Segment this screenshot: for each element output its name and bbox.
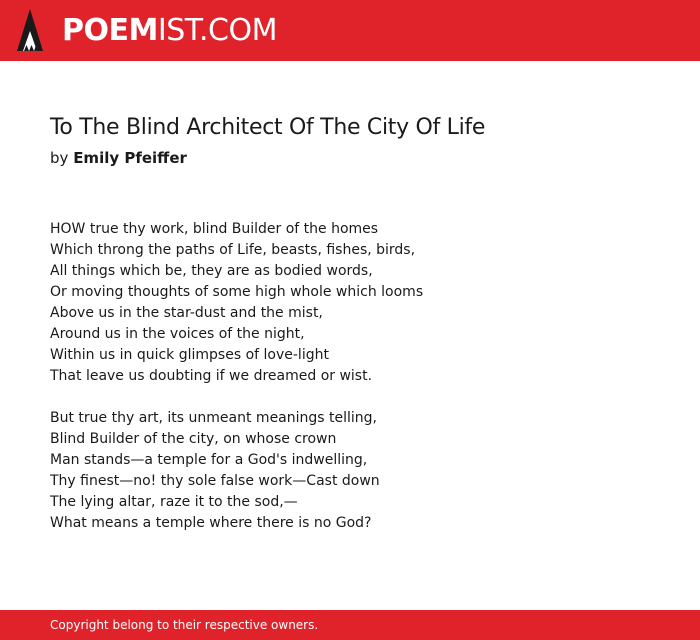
by-label: by (50, 149, 69, 167)
copyright-notice: Copyright belong to their respective owners. (50, 618, 319, 632)
poem-line: But true thy art, its unmeant meanings telling, (50, 410, 378, 426)
poem-line: That leave us doubting if we dreamed or wist. (50, 368, 373, 384)
poem-line: The lying altar, raze it to the sod,— (50, 494, 298, 510)
poem-line: Which throng the paths of Life, beasts, fishes, birds, (50, 242, 416, 258)
poem-line: All things which be, they are as bodied words, (50, 263, 373, 279)
stanza (50, 408, 670, 534)
poem-line: Thy finest—no! thy sole false work—Cast down (50, 473, 380, 489)
brand-bold-text: POEM (62, 13, 158, 48)
poem-line: Blind Builder of the city, on whose crown (50, 431, 337, 447)
site-logo[interactable] (62, 11, 277, 51)
poem-line: Around us in the voices of the night, (50, 326, 305, 342)
pencil-icon[interactable] (17, 9, 43, 51)
stanza (50, 219, 670, 387)
poem-line: HOW true thy work, blind Builder of the homes (50, 221, 379, 237)
poem-line: What means a temple where there is no God? (50, 515, 372, 531)
poem-title: To The Blind Architect Of The City Of Life (50, 115, 486, 140)
poem-line: Within us in quick glimpses of love-light (50, 347, 329, 363)
author-name: Emily Pfeiffer (73, 149, 187, 167)
site-header (0, 0, 700, 61)
site-footer (0, 610, 700, 640)
brand-light-text: IST.COM (157, 13, 277, 48)
poem-line: Man stands—a temple for a God's indwelling, (50, 452, 368, 468)
poem-body (50, 219, 670, 555)
poem-line: Above us in the star-dust and the mist, (50, 305, 323, 321)
byline (50, 149, 187, 167)
poem-line: Or moving thoughts of some high whole which looms (50, 284, 424, 300)
